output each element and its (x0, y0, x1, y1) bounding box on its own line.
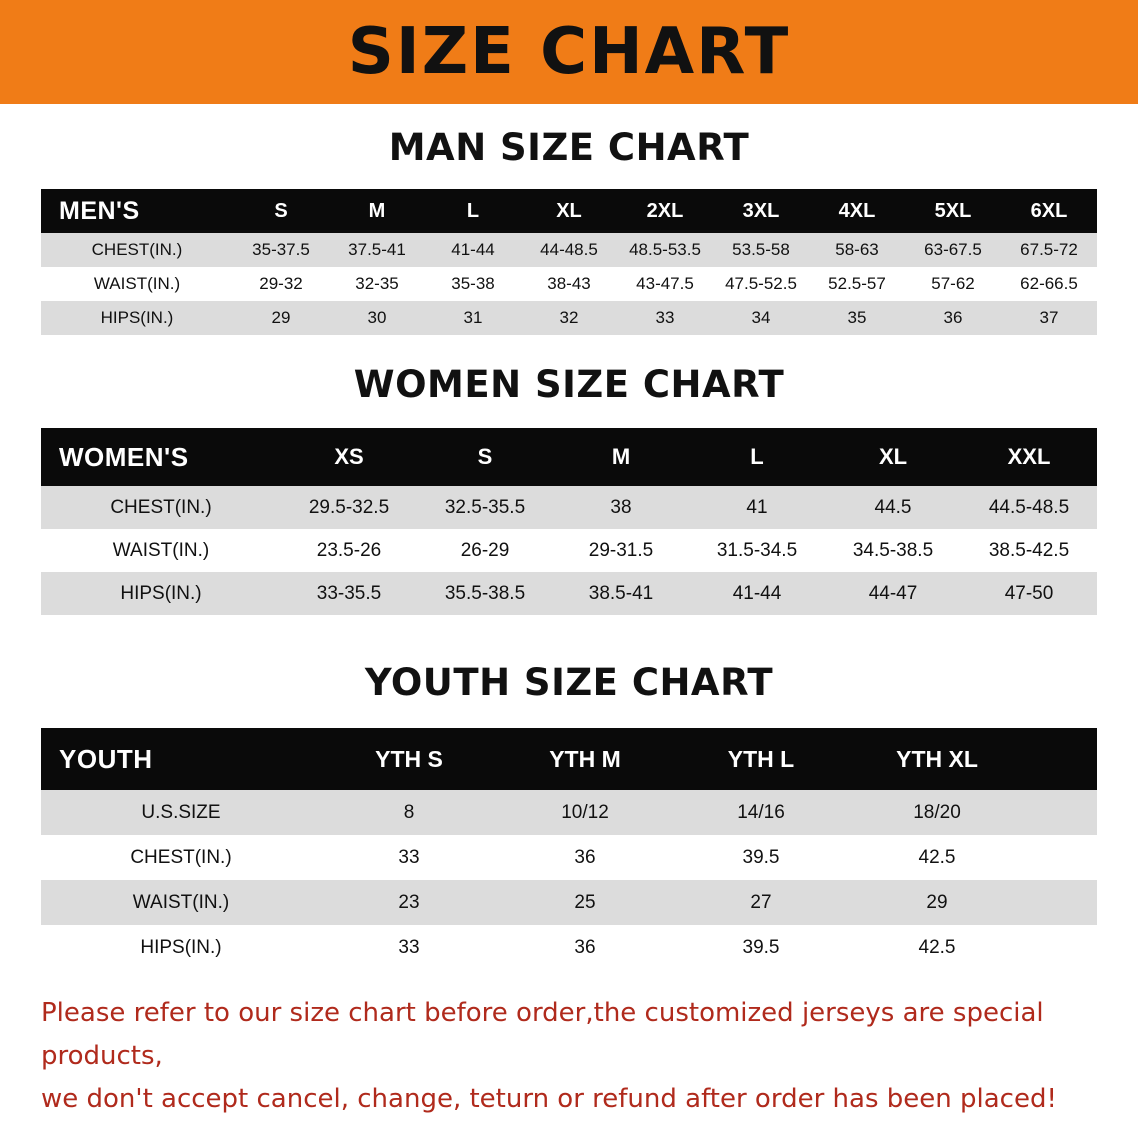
women-cell-0-2: 38 (553, 486, 689, 529)
men-cell-1-0: 29-32 (233, 267, 329, 301)
men-cell-2-2: 31 (425, 301, 521, 335)
table-row (41, 529, 1097, 572)
men-col-6: 4XL (809, 189, 905, 233)
women-cell-1-1: 26-29 (417, 529, 553, 572)
women-col-2: M (553, 428, 689, 486)
women-cell-2-0: 33-35.5 (281, 572, 417, 615)
men-col-8: 6XL (1001, 189, 1097, 233)
youth-col-3: YTH XL (849, 728, 1025, 790)
table-row (41, 835, 1097, 880)
men-cell-0-0: 35-37.5 (233, 233, 329, 267)
women-cell-0-1: 32.5-35.5 (417, 486, 553, 529)
women-size-table (41, 428, 1097, 615)
youth-col-spacer (1025, 728, 1097, 790)
men-cell-2-0: 29 (233, 301, 329, 335)
man-section-title: MAN SIZE CHART (388, 126, 750, 169)
men-cell-2-5: 34 (713, 301, 809, 335)
men-rowhead-label: MEN'S (41, 189, 233, 233)
youth-cell-1-3: 42.5 (849, 835, 1025, 880)
youth-col-0: YTH S (321, 728, 497, 790)
men-col-3: XL (521, 189, 617, 233)
women-cell-2-4: 44-47 (825, 572, 961, 615)
women-cell-0-0: 29.5-32.5 (281, 486, 417, 529)
disclaimer-note (41, 992, 1097, 1121)
women-col-0: XS (281, 428, 417, 486)
women-col-5: XXL (961, 428, 1097, 486)
men-cell-0-3: 44-48.5 (521, 233, 617, 267)
youth-rowhead-label: YOUTH (41, 728, 321, 790)
table-row (41, 880, 1097, 925)
youth-cell-0-2: 14/16 (673, 790, 849, 835)
women-section-title: WOMEN SIZE CHART (353, 363, 785, 406)
table-row (41, 790, 1097, 835)
table-header-row (41, 728, 1097, 790)
youth-row-3-label: HIPS(IN.) (41, 925, 321, 970)
men-cell-1-7: 57-62 (905, 267, 1001, 301)
men-cell-1-1: 32-35 (329, 267, 425, 301)
youth-cell-0-1: 10/12 (497, 790, 673, 835)
women-cell-2-5: 47-50 (961, 572, 1097, 615)
men-row-2-label: HIPS(IN.) (41, 301, 233, 335)
youth-cell-1-0: 33 (321, 835, 497, 880)
disclaimer-line-1: Please refer to our size chart before order,the customized jerseys are special products, (41, 998, 1044, 1071)
men-table-body (41, 233, 1097, 335)
youth-cell-3-2: 39.5 (673, 925, 849, 970)
table-header-row (41, 428, 1097, 486)
youth-cell-2-3: 29 (849, 880, 1025, 925)
men-col-0: S (233, 189, 329, 233)
women-col-3: L (689, 428, 825, 486)
table-row (41, 925, 1097, 970)
women-row-1-label: WAIST(IN.) (41, 529, 281, 572)
men-row-0-label: CHEST(IN.) (41, 233, 233, 267)
men-size-table (41, 189, 1097, 335)
youth-cell-1-2: 39.5 (673, 835, 849, 880)
youth-row-2-label: WAIST(IN.) (41, 880, 321, 925)
men-col-1: M (329, 189, 425, 233)
men-cell-2-1: 30 (329, 301, 425, 335)
men-cell-1-8: 62-66.5 (1001, 267, 1097, 301)
men-col-2: L (425, 189, 521, 233)
women-cell-2-1: 35.5-38.5 (417, 572, 553, 615)
men-cell-1-5: 47.5-52.5 (713, 267, 809, 301)
men-col-7: 5XL (905, 189, 1001, 233)
men-cell-0-4: 48.5-53.5 (617, 233, 713, 267)
table-row (41, 233, 1097, 267)
women-cell-1-0: 23.5-26 (281, 529, 417, 572)
women-col-4: XL (825, 428, 961, 486)
women-col-1: S (417, 428, 553, 486)
men-cell-2-7: 36 (905, 301, 1001, 335)
men-cell-2-6: 35 (809, 301, 905, 335)
youth-cell-3-1: 36 (497, 925, 673, 970)
women-table-header (41, 428, 1097, 486)
women-row-0-label: CHEST(IN.) (41, 486, 281, 529)
youth-cell-0-0: 8 (321, 790, 497, 835)
youth-row-0-label: U.S.SIZE (41, 790, 321, 835)
women-cell-1-4: 34.5-38.5 (825, 529, 961, 572)
youth-cell-2-2: 27 (673, 880, 849, 925)
men-cell-1-2: 35-38 (425, 267, 521, 301)
women-cell-0-5: 44.5-48.5 (961, 486, 1097, 529)
page-banner (0, 0, 1138, 104)
youth-cell-2-1: 25 (497, 880, 673, 925)
men-table-header (41, 189, 1097, 233)
youth-cell-0-3: 18/20 (849, 790, 1025, 835)
table-header-row (41, 189, 1097, 233)
men-col-4: 2XL (617, 189, 713, 233)
table-row (41, 301, 1097, 335)
youth-cell-3-spacer (1025, 925, 1097, 970)
men-cell-1-4: 43-47.5 (617, 267, 713, 301)
youth-cell-2-0: 23 (321, 880, 497, 925)
women-cell-0-3: 41 (689, 486, 825, 529)
youth-cell-3-0: 33 (321, 925, 497, 970)
men-cell-1-3: 38-43 (521, 267, 617, 301)
women-row-2-label: HIPS(IN.) (41, 572, 281, 615)
youth-cell-1-spacer (1025, 835, 1097, 880)
youth-cell-3-3: 42.5 (849, 925, 1025, 970)
youth-cell-2-spacer (1025, 880, 1097, 925)
women-cell-2-2: 38.5-41 (553, 572, 689, 615)
youth-cell-0-spacer (1025, 790, 1097, 835)
men-cell-0-1: 37.5-41 (329, 233, 425, 267)
men-row-1-label: WAIST(IN.) (41, 267, 233, 301)
men-cell-2-4: 33 (617, 301, 713, 335)
table-row (41, 486, 1097, 529)
women-table-body (41, 486, 1097, 615)
men-cell-0-7: 63-67.5 (905, 233, 1001, 267)
men-cell-0-8: 67.5-72 (1001, 233, 1097, 267)
men-cell-1-6: 52.5-57 (809, 267, 905, 301)
youth-row-1-label: CHEST(IN.) (41, 835, 321, 880)
youth-table-body (41, 790, 1097, 970)
youth-size-table (41, 728, 1097, 970)
men-col-5: 3XL (713, 189, 809, 233)
men-cell-0-5: 53.5-58 (713, 233, 809, 267)
men-cell-0-2: 41-44 (425, 233, 521, 267)
page-title: SIZE CHART (347, 15, 791, 89)
table-row (41, 572, 1097, 615)
youth-table-header (41, 728, 1097, 790)
youth-col-1: YTH M (497, 728, 673, 790)
men-cell-2-8: 37 (1001, 301, 1097, 335)
men-cell-0-6: 58-63 (809, 233, 905, 267)
youth-col-2: YTH L (673, 728, 849, 790)
women-cell-1-2: 29-31.5 (553, 529, 689, 572)
youth-section-title: YOUTH SIZE CHART (364, 661, 774, 704)
table-row (41, 267, 1097, 301)
youth-cell-1-1: 36 (497, 835, 673, 880)
women-cell-0-4: 44.5 (825, 486, 961, 529)
women-cell-2-3: 41-44 (689, 572, 825, 615)
women-cell-1-3: 31.5-34.5 (689, 529, 825, 572)
women-rowhead-label: WOMEN'S (41, 428, 281, 486)
disclaimer-line-2: we don't accept cancel, change, teturn or refund after order has been placed! (41, 1083, 1057, 1114)
men-cell-2-3: 32 (521, 301, 617, 335)
women-cell-1-5: 38.5-42.5 (961, 529, 1097, 572)
